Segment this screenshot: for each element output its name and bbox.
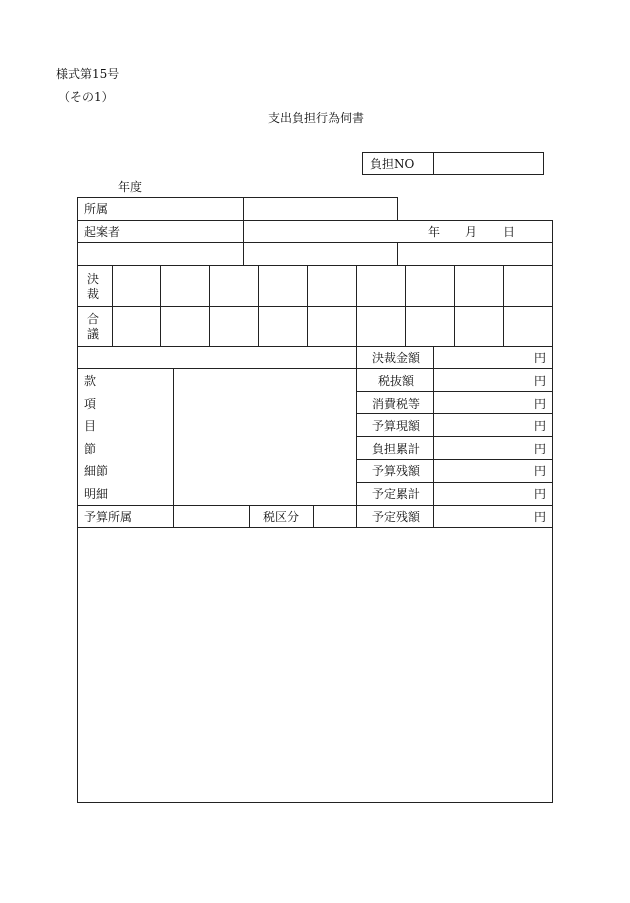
- yen-decision: 円: [534, 351, 547, 365]
- burden-no-label: 負担NO: [370, 157, 415, 171]
- tax-category-label: 税区分: [263, 510, 300, 524]
- form-sub-number: （その1）: [58, 90, 114, 104]
- amount-label-planned-remaining: 予定残額: [371, 510, 420, 524]
- amount-label-budget-remaining: 予算残額: [371, 464, 420, 478]
- yen-burden-cumulative: 円: [534, 442, 547, 456]
- form-number: 様式第15号: [56, 67, 120, 81]
- yen-budget-current: 円: [534, 419, 547, 433]
- drafter-label: 起案者: [84, 225, 121, 239]
- amount-label-pre-tax: 税抜額: [377, 374, 414, 388]
- amount-label-decision: 決裁金額: [371, 351, 420, 365]
- consultation-label-char-1: 合: [86, 312, 99, 326]
- decision-label-char-1: 決: [86, 272, 99, 286]
- amount-label-consumption-tax: 消費税等: [371, 397, 420, 411]
- left-label-kou: 項: [84, 397, 97, 411]
- left-label-saisetsu: 細節: [84, 464, 109, 478]
- burden-no-value[interactable]: [440, 157, 538, 171]
- consultation-label-char-2: 議: [86, 327, 99, 341]
- amount-label-budget-current: 予算現額: [371, 419, 420, 433]
- left-label-moku: 目: [84, 419, 97, 433]
- decision-label-char-2: 裁: [86, 287, 99, 301]
- decision-label: [85, 272, 101, 302]
- yen-consumption-tax: 円: [534, 397, 547, 411]
- date-month-label: 月: [465, 225, 478, 239]
- affiliation-label: 所属: [84, 202, 109, 216]
- document-title: 支出負担行為伺書: [268, 111, 365, 125]
- date-day-label: 日: [503, 225, 516, 239]
- remarks-area[interactable]: [78, 528, 552, 802]
- date-year-label: 年: [428, 225, 441, 239]
- amount-label-burden-cumulative: 負担累計: [371, 442, 420, 456]
- yen-planned-remaining: 円: [534, 510, 547, 524]
- yen-planned-cumulative: 円: [534, 487, 547, 501]
- amount-label-planned-cumulative: 予定累計: [371, 487, 420, 501]
- left-label-meisai: 明細: [84, 487, 109, 501]
- left-label-kan: 款: [84, 374, 97, 388]
- left-label-setsu: 節: [84, 442, 97, 456]
- fiscal-year-label: 年度: [118, 180, 143, 194]
- budget-affiliation-label: 予算所属: [84, 510, 133, 524]
- consultation-label: [85, 312, 101, 342]
- yen-pre-tax: 円: [534, 374, 547, 388]
- yen-budget-remaining: 円: [534, 464, 547, 478]
